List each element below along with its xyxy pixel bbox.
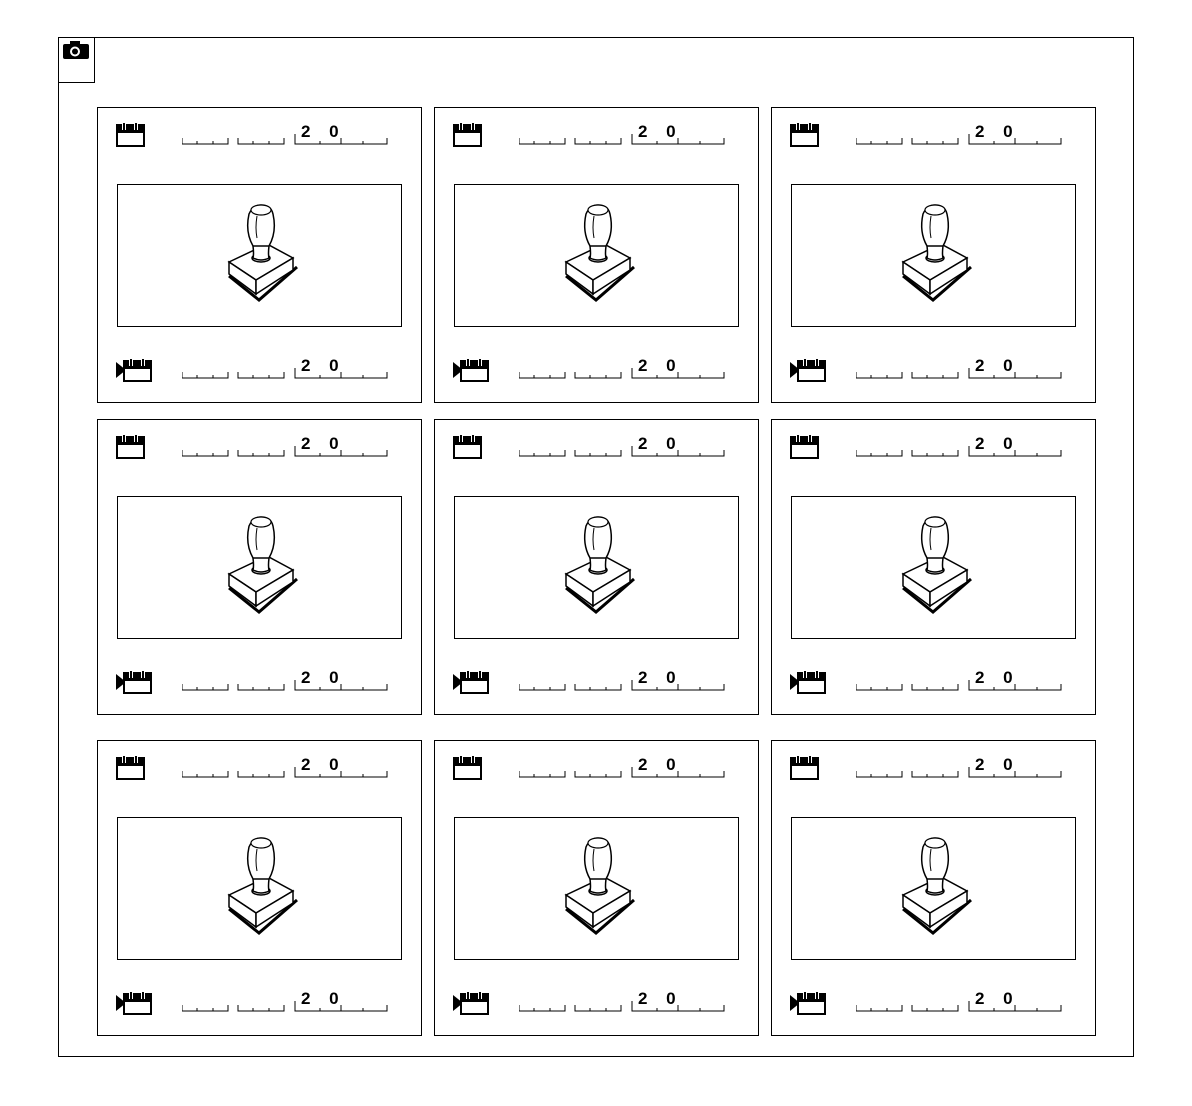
end-date-entry-boxes: [519, 670, 729, 694]
stamp-card-2: [434, 107, 759, 403]
stamp-card-3: [771, 107, 1096, 403]
calendar-icon: [116, 122, 146, 148]
end-date-entry-boxes: [856, 358, 1066, 382]
date-row: [435, 430, 758, 462]
end-date-row: [435, 664, 758, 696]
photo-frame: [791, 184, 1076, 327]
stamp-card-8: [434, 740, 759, 1036]
camera-icon: [62, 40, 90, 60]
stamp-card-7: [97, 740, 422, 1036]
end-date-row: [98, 664, 421, 696]
stamp-card-5: [434, 419, 759, 715]
date-row: [772, 118, 1095, 150]
photo-frame: [117, 184, 402, 327]
date-entry-boxes: [519, 757, 729, 781]
end-date-row: [435, 352, 758, 384]
end-year-prefix: 2 0: [975, 989, 1020, 1008]
date-entry-boxes: [519, 436, 729, 460]
rubber-stamp-icon: [893, 835, 975, 939]
end-year-prefix: 2 0: [638, 356, 683, 375]
year-prefix: 2 0: [638, 122, 683, 141]
calendar-icon: [116, 434, 146, 460]
end-year-prefix: 2 0: [638, 989, 683, 1008]
stamp-card-6: [771, 419, 1096, 715]
photo-frame: [454, 184, 739, 327]
end-date-row: [435, 985, 758, 1017]
calendar-arrow-icon: [452, 989, 492, 1017]
year-prefix: 2 0: [638, 434, 683, 453]
date-entry-boxes: [182, 124, 392, 148]
calendar-arrow-icon: [452, 668, 492, 696]
end-year-prefix: 2 0: [301, 668, 346, 687]
end-date-row: [772, 352, 1095, 384]
end-date-row: [98, 352, 421, 384]
rubber-stamp-icon: [893, 514, 975, 618]
camera-corner: [58, 37, 95, 83]
date-entry-boxes: [856, 124, 1066, 148]
end-year-prefix: 2 0: [975, 668, 1020, 687]
calendar-arrow-icon: [115, 989, 155, 1017]
date-entry-boxes: [856, 436, 1066, 460]
photo-frame: [454, 496, 739, 639]
calendar-arrow-icon: [789, 989, 829, 1017]
photo-frame: [117, 496, 402, 639]
calendar-icon: [790, 434, 820, 460]
photo-frame: [117, 817, 402, 960]
calendar-icon: [116, 755, 146, 781]
date-entry-boxes: [519, 124, 729, 148]
date-row: [435, 118, 758, 150]
date-row: [98, 430, 421, 462]
end-year-prefix: 2 0: [301, 356, 346, 375]
end-date-row: [98, 985, 421, 1017]
end-date-entry-boxes: [182, 670, 392, 694]
end-date-entry-boxes: [519, 991, 729, 1015]
calendar-arrow-icon: [452, 356, 492, 384]
year-prefix: 2 0: [301, 122, 346, 141]
date-row: [435, 751, 758, 783]
date-row: [98, 118, 421, 150]
photo-frame: [791, 817, 1076, 960]
end-date-entry-boxes: [519, 358, 729, 382]
end-year-prefix: 2 0: [638, 668, 683, 687]
end-year-prefix: 2 0: [975, 356, 1020, 375]
calendar-arrow-icon: [789, 668, 829, 696]
date-entry-boxes: [182, 757, 392, 781]
end-date-entry-boxes: [182, 991, 392, 1015]
year-prefix: 2 0: [301, 434, 346, 453]
date-entry-boxes: [856, 757, 1066, 781]
calendar-arrow-icon: [115, 668, 155, 696]
year-prefix: 2 0: [301, 755, 346, 774]
calendar-icon: [453, 122, 483, 148]
photo-frame: [454, 817, 739, 960]
calendar-arrow-icon: [115, 356, 155, 384]
year-prefix: 2 0: [638, 755, 683, 774]
year-prefix: 2 0: [975, 755, 1020, 774]
calendar-icon: [790, 122, 820, 148]
end-year-prefix: 2 0: [301, 989, 346, 1008]
rubber-stamp-icon: [219, 835, 301, 939]
rubber-stamp-icon: [556, 202, 638, 306]
end-date-entry-boxes: [182, 358, 392, 382]
stamp-card-4: [97, 419, 422, 715]
calendar-icon: [790, 755, 820, 781]
rubber-stamp-icon: [556, 835, 638, 939]
calendar-icon: [453, 434, 483, 460]
stamp-card-1: [97, 107, 422, 403]
year-prefix: 2 0: [975, 122, 1020, 141]
rubber-stamp-icon: [219, 514, 301, 618]
end-date-row: [772, 985, 1095, 1017]
photo-frame: [791, 496, 1076, 639]
date-row: [772, 430, 1095, 462]
date-row: [98, 751, 421, 783]
stamp-card-9: [771, 740, 1096, 1036]
end-date-entry-boxes: [856, 670, 1066, 694]
end-date-row: [772, 664, 1095, 696]
rubber-stamp-icon: [893, 202, 975, 306]
date-row: [772, 751, 1095, 783]
end-date-entry-boxes: [856, 991, 1066, 1015]
calendar-icon: [453, 755, 483, 781]
rubber-stamp-icon: [219, 202, 301, 306]
rubber-stamp-icon: [556, 514, 638, 618]
calendar-arrow-icon: [789, 356, 829, 384]
date-entry-boxes: [182, 436, 392, 460]
year-prefix: 2 0: [975, 434, 1020, 453]
